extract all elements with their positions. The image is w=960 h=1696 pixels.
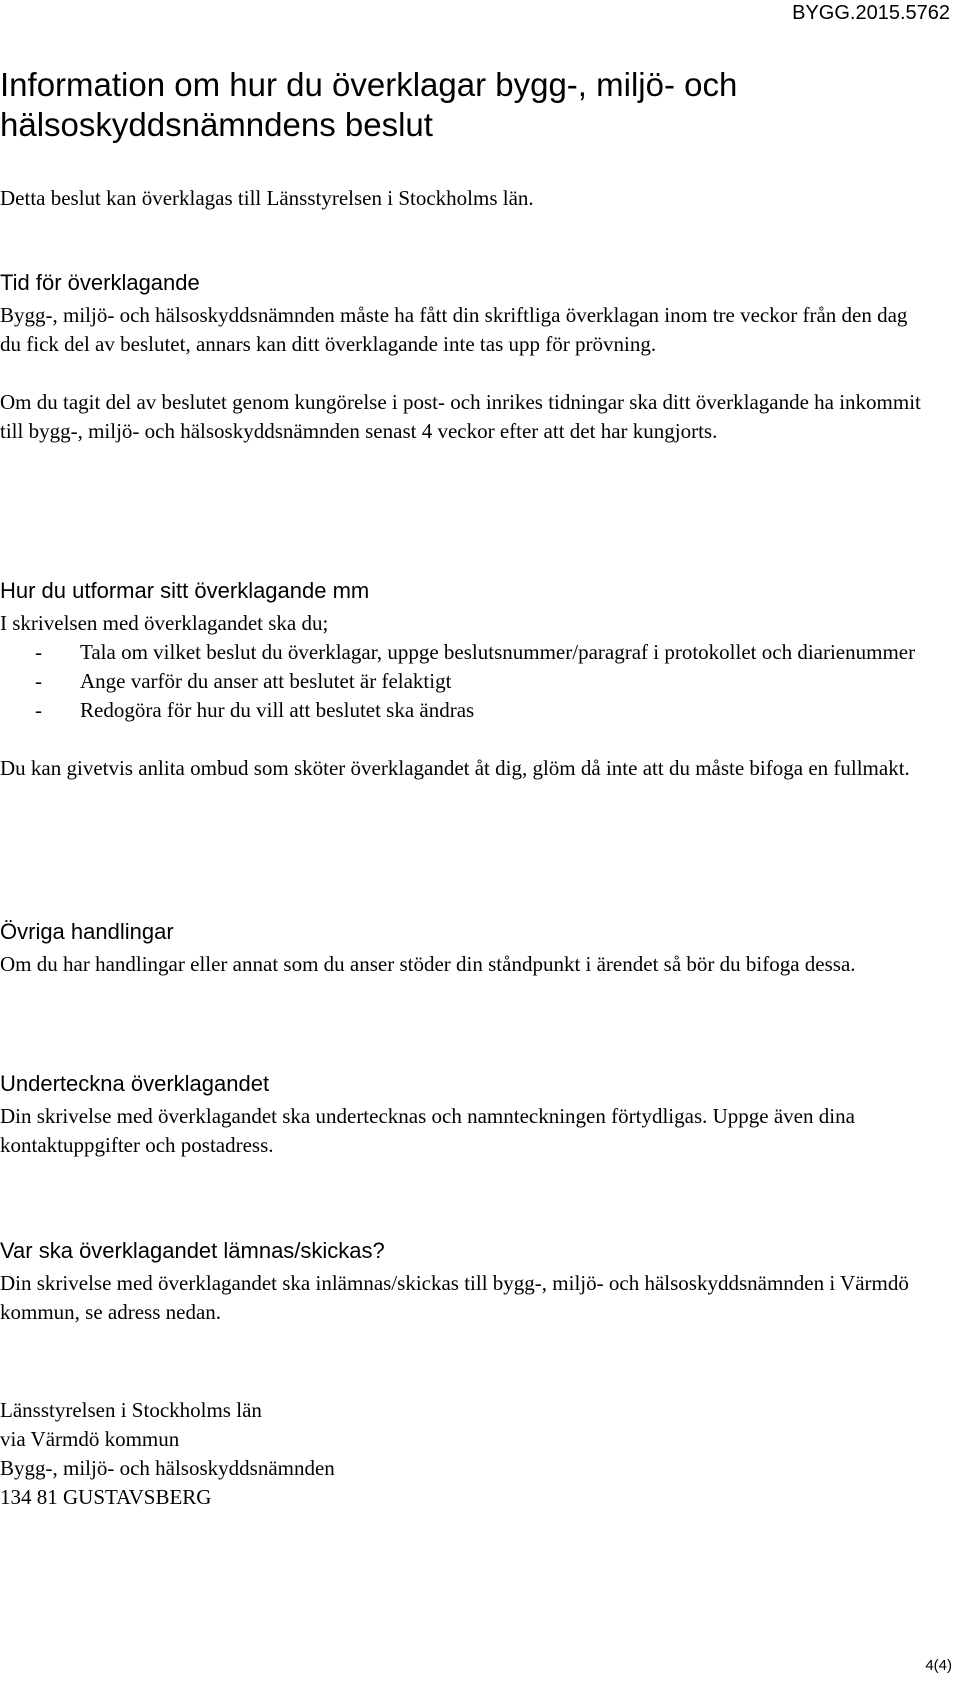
- address-line: Bygg-, miljö- och hälsoskyddsnämnden: [0, 1456, 335, 1480]
- section-heading-utformar: Hur du utformar sitt överklagande mm: [0, 578, 370, 603]
- section-heading-tid: Tid för överklagande: [0, 270, 200, 295]
- paragraph-ovriga: Om du har handlingar eller annat som du anser stöder din ståndpunkt i ärendet så bör du bifoga dessa.: [0, 952, 856, 976]
- paragraph-lamnas: Din skrivelse med överklagandet ska inlämnas/skickas till bygg-, miljö- och hälsoskyddsnämnden i Värmdö kommun, se adress nedan.: [0, 1271, 909, 1324]
- list-dash: -: [35, 698, 42, 722]
- address-line: via Värmdö kommun: [0, 1427, 180, 1451]
- section-heading-ovriga: Övriga handlingar: [0, 919, 174, 944]
- list-item: [0, 696, 930, 725]
- paragraph-utformar-ombud: Du kan givetvis anlita ombud som sköter överklagandet åt dig, glöm då inte att du måste bifoga en fullmakt.: [0, 756, 910, 780]
- section-tid: [0, 268, 930, 446]
- section-lamnas: [0, 1236, 930, 1327]
- list-item: [0, 667, 930, 696]
- list-item-text: Redogöra för hur du vill att beslutet ska ändras: [80, 698, 475, 722]
- section-underteckna: [0, 1069, 930, 1160]
- paragraph-tid-2: Om du tagit del av beslutet genom kungörelse i post- och inrikes tidningar ska ditt överklagande ha inkommit till bygg-, miljö- och hälsoskyddsnämnden senast 4 veckor efter att det har kungjorts.: [0, 390, 921, 443]
- list-item-text: Tala om vilket beslut du överklagar, uppge beslutsnummer/paragraf i protokollet och diarienummer: [80, 640, 916, 664]
- page-title: Information om hur du överklagar bygg-, miljö- och hälsoskyddsnämndens beslut: [0, 66, 738, 143]
- section-ovriga: [0, 917, 930, 979]
- postal-address: [0, 1396, 335, 1512]
- document-reference: BYGG.2015.5762: [792, 2, 950, 24]
- list-dash: -: [35, 640, 42, 664]
- section-heading-underteckna: Underteckna överklagandet: [0, 1071, 270, 1096]
- list-item-text: Ange varför du anser att beslutet är felaktigt: [80, 669, 452, 693]
- section-utformar: [0, 576, 930, 783]
- page-number: 4(4): [925, 1657, 952, 1674]
- paragraph-utformar-intro: I skrivelsen med överklagandet ska du;: [0, 611, 329, 635]
- address-line: Länsstyrelsen i Stockholms län: [0, 1398, 262, 1422]
- section-heading-lamnas: Var ska överklagandet lämnas/skickas?: [0, 1238, 385, 1263]
- paragraph-underteckna: Din skrivelse med överklagandet ska undertecknas och namnteckningen förtydligas. Uppge även dina kontaktuppgifter och postadress.: [0, 1104, 855, 1157]
- address-line: 134 81 GUSTAVSBERG: [0, 1485, 212, 1509]
- requirements-list: [0, 638, 930, 725]
- list-item: [0, 638, 930, 667]
- list-dash: -: [35, 669, 42, 693]
- intro-text: Detta beslut kan överklagas till Länsstyrelsen i Stockholms län.: [0, 186, 534, 210]
- paragraph-tid-1: Bygg-, miljö- och hälsoskyddsnämnden måste ha fått din skriftliga överklagan inom tre veckor från den dag du fick del av beslutet, annars kan ditt överklagande inte tas upp för prövning.: [0, 303, 908, 356]
